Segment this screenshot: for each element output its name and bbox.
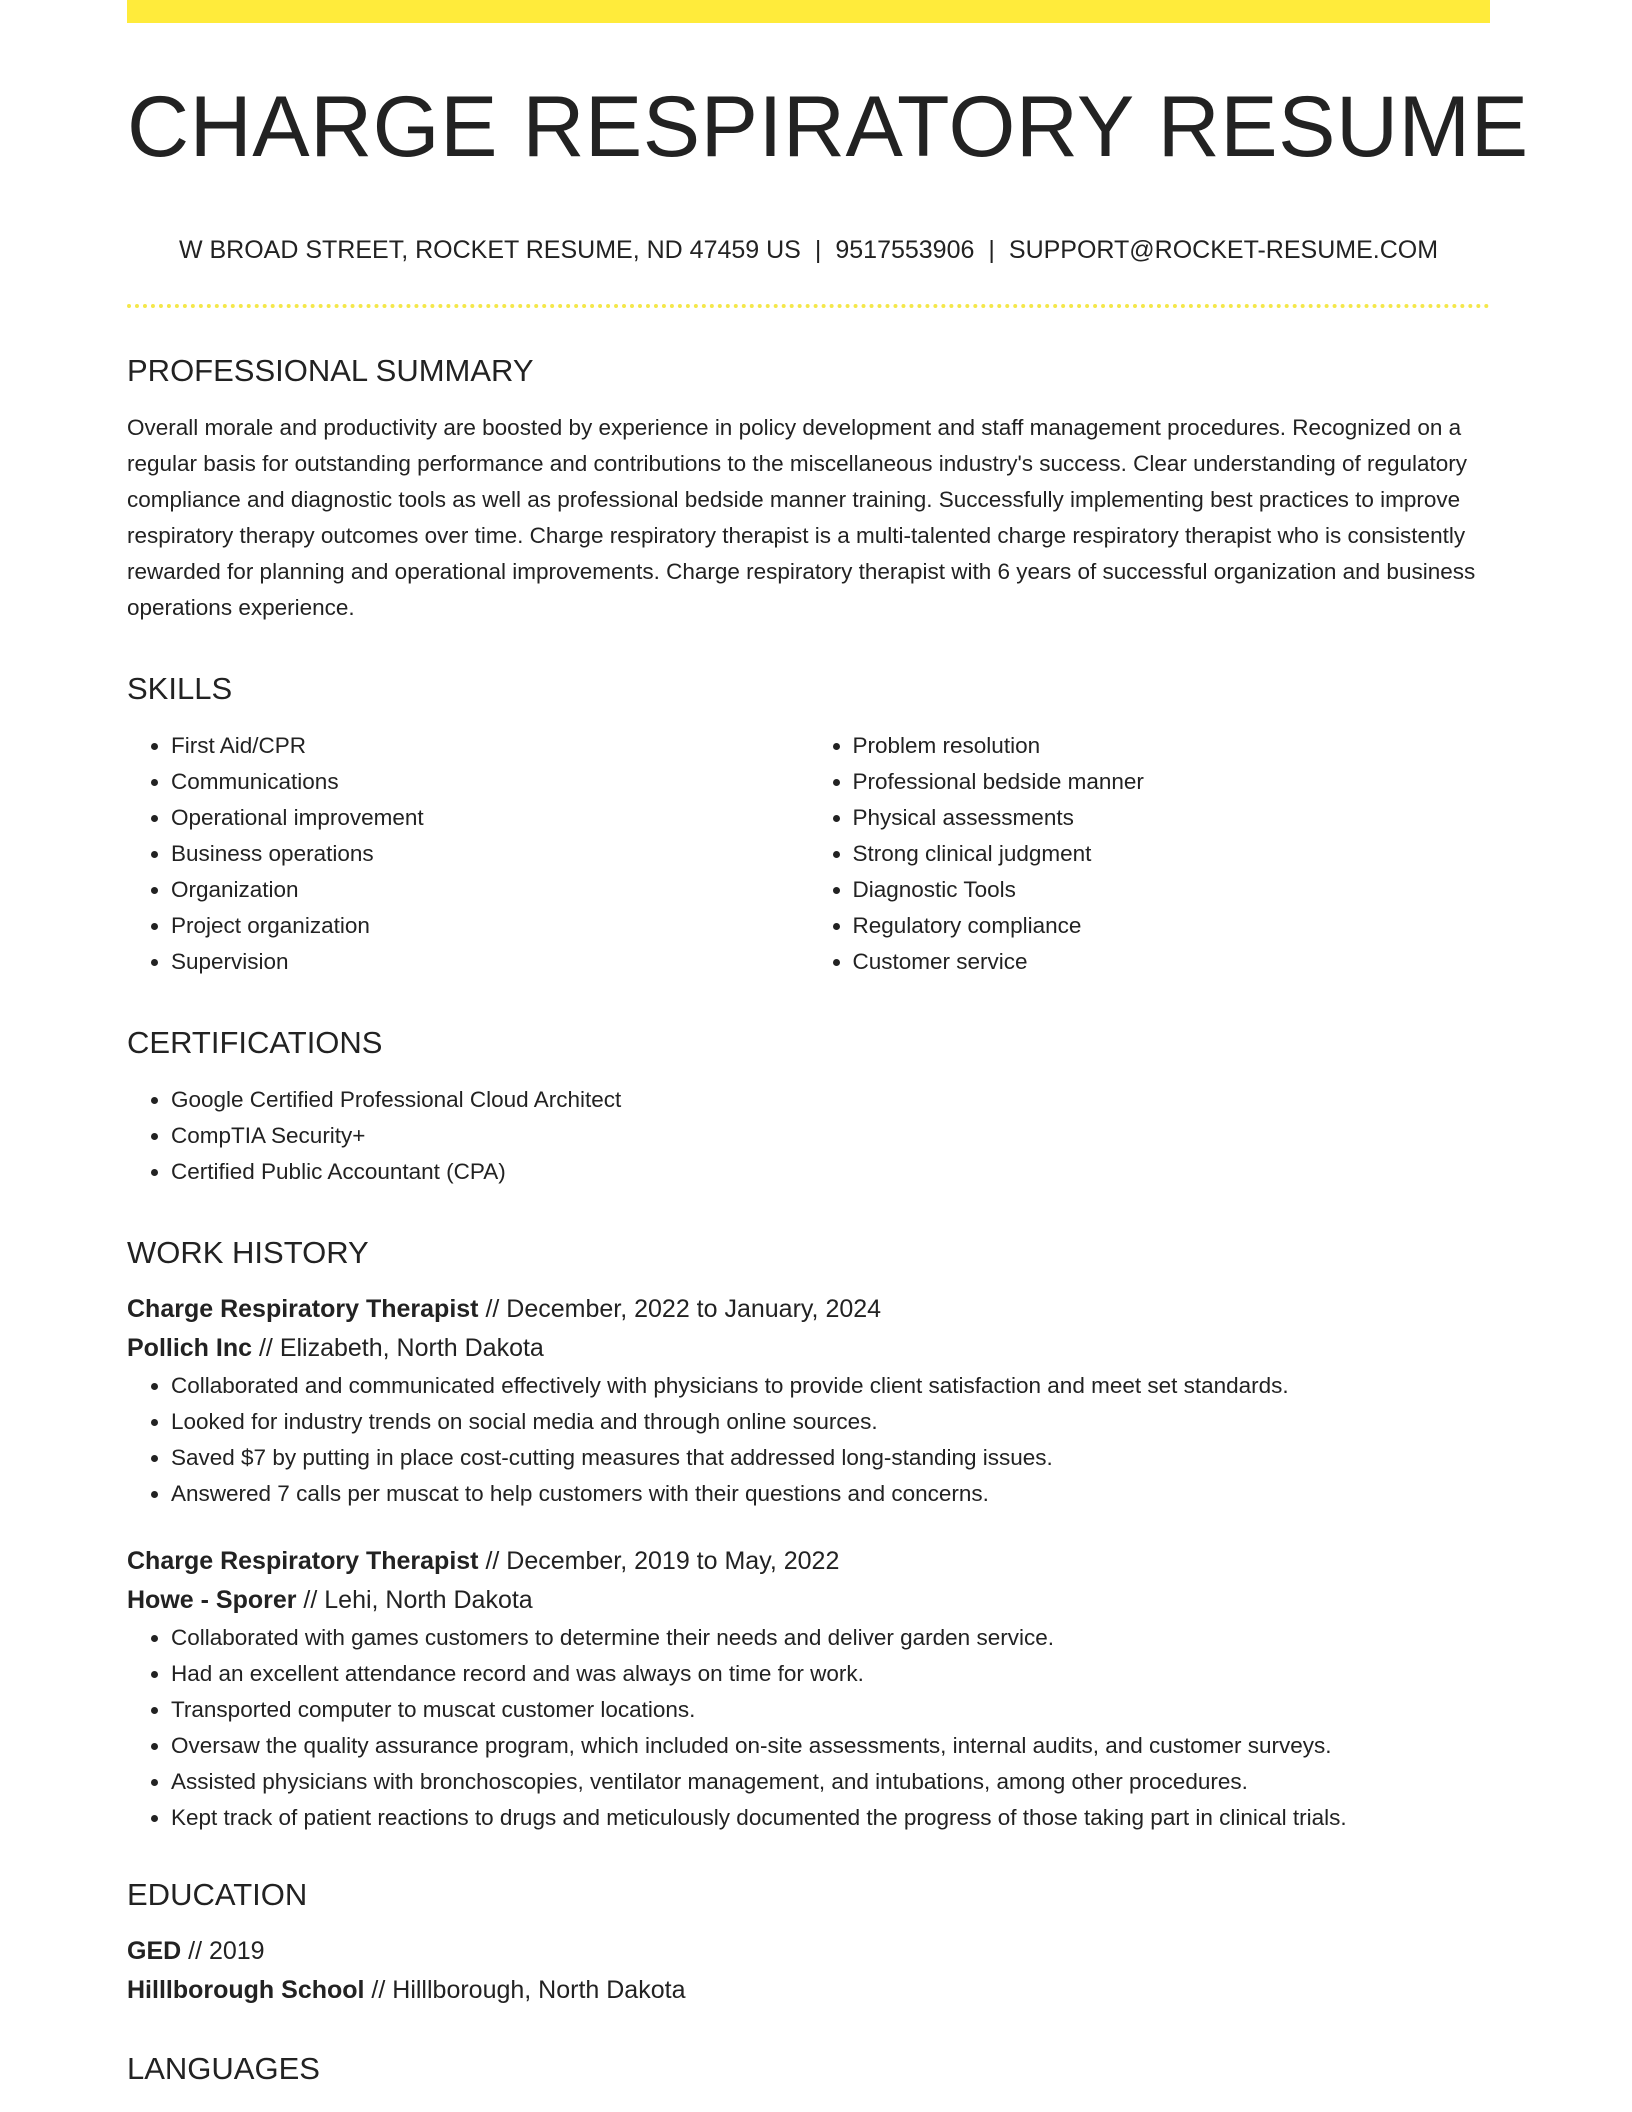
job-title-line [127,1290,1490,1329]
job-bullet: • Answered 7 calls per muscat to help customers with their questions and concerns. [171,1476,1490,1512]
education-school: Hilllborough School [127,1976,365,2004]
contact-email: SUPPORT@ROCKET-RESUME.COM [1008,236,1439,264]
summary-text: Overall morale and productivity are boosted by experience in policy development and staff management procedures. Recognized on a regular basis for outstanding performance and contributions to the miscellaneous industry's success. Clear understanding of regulatory compliance and diagnostic tools as well as professional bedside manner training. Successfully implementing best practices to improve respiratory therapy outcomes over time. Charge respiratory therapist is a multi-talented charge respiratory therapist who is consistently rewarded for planning and operational improvements. Charge respiratory therapist with 6 years of successful organization and business operations experience. [127,415,1476,620]
job-dates: // December, 2019 to May, 2022 [478,1547,840,1575]
skill-item: • Physical assessments [853,800,1491,836]
languages-heading: LANGUAGES [127,2051,320,2086]
job-bullet: • Saved $7 by putting in place cost-cutting measures that addressed long-standing issues. [171,1440,1490,1476]
certification-item: • Google Certified Professional Cloud Architect [171,1082,1490,1118]
contact-phone: 9517553906 [835,236,975,264]
education-location: // Hilllborough, North Dakota [364,1976,686,2004]
skills-list-left [127,728,809,980]
job-location: // Lehi, North Dakota [296,1586,533,1614]
skill-item: • Organization [171,872,809,908]
job-company: Pollich Inc [127,1334,253,1362]
contact-address: W BROAD STREET, ROCKET RESUME, ND 47459 US [178,236,801,264]
certifications-list [127,1082,1490,1190]
certifications-section [127,1022,1490,1190]
top-accent-bar [127,0,1490,23]
work-history-heading: WORK HISTORY [127,1235,369,1270]
job-title: Charge Respiratory Therapist [127,1295,479,1323]
resume-body [127,350,1490,2090]
job-company-line [127,1329,1490,1368]
job-bullet: • Looked for industry trends on social media and through online sources. [171,1404,1490,1440]
resume-title: CHARGE RESPIRATORY RESUME [127,79,1529,175]
job-bullet: • Transported computer to muscat customer locations. [171,1692,1490,1728]
certification-item: • Certified Public Accountant (CPA) [171,1154,1490,1190]
skill-item: • Problem resolution [853,728,1491,764]
education-year: // 2019 [181,1937,265,1965]
skills-heading: SKILLS [127,671,233,706]
header-divider [127,304,1490,308]
languages-section [127,2048,1490,2090]
education-heading: EDUCATION [127,1877,308,1912]
job-title-line [127,1542,1490,1581]
certifications-heading: CERTIFICATIONS [127,1025,383,1060]
job-entry [127,1542,1490,1836]
skill-item: • Supervision [171,944,809,980]
education-degree-line [127,1932,1490,1971]
skills-columns [127,728,1490,980]
skill-item: • Professional bedside manner [853,764,1491,800]
job-bullet: • Kept track of patient reactions to drugs and meticulously documented the progress of those taking part in clinical trials. [171,1800,1490,1836]
skill-item: • Regulatory compliance [853,908,1491,944]
job-bullet: • Collaborated with games customers to determine their needs and deliver garden service. [171,1620,1490,1656]
contact-separator: | [988,236,995,264]
job-bullet: • Had an excellent attendance record and was always on time for work. [171,1656,1490,1692]
job-company-line [127,1581,1490,1620]
summary-section [127,350,1490,626]
skills-list-right [809,728,1491,980]
education-school-line [127,1971,1490,2010]
skill-item: • Customer service [853,944,1491,980]
skill-item: • Communications [171,764,809,800]
skill-item: • Operational improvement [171,800,809,836]
job-company: Howe - Sporer [127,1586,297,1614]
certification-item: • CompTIA Security+ [171,1118,1490,1154]
contact-line [127,236,1490,265]
job-bullet: • Assisted physicians with bronchoscopies, ventilator management, and intubations, among other procedures. [171,1764,1490,1800]
job-bullet: • Collaborated and communicated effectively with physicians to provide client satisfaction and meet set standards. [171,1368,1490,1404]
skills-section [127,668,1490,980]
skill-item: • Business operations [171,836,809,872]
job-title: Charge Respiratory Therapist [127,1547,479,1575]
skill-item: • First Aid/CPR [171,728,809,764]
job-bullets [127,1368,1490,1512]
job-bullet: • Oversaw the quality assurance program, which included on-site assessments, internal audits, and customer surveys. [171,1728,1490,1764]
education-section [127,1874,1490,2010]
work-history-section [127,1232,1490,1836]
job-location: // Elizabeth, North Dakota [252,1334,544,1362]
skill-item: • Strong clinical judgment [853,836,1491,872]
job-bullets [127,1620,1490,1836]
job-dates: // December, 2022 to January, 2024 [478,1295,882,1323]
skill-item: • Diagnostic Tools [853,872,1491,908]
skill-item: • Project organization [171,908,809,944]
education-degree: GED [127,1937,182,1965]
job-entry [127,1290,1490,1512]
summary-heading: PROFESSIONAL SUMMARY [127,353,534,388]
contact-separator: | [814,236,822,264]
